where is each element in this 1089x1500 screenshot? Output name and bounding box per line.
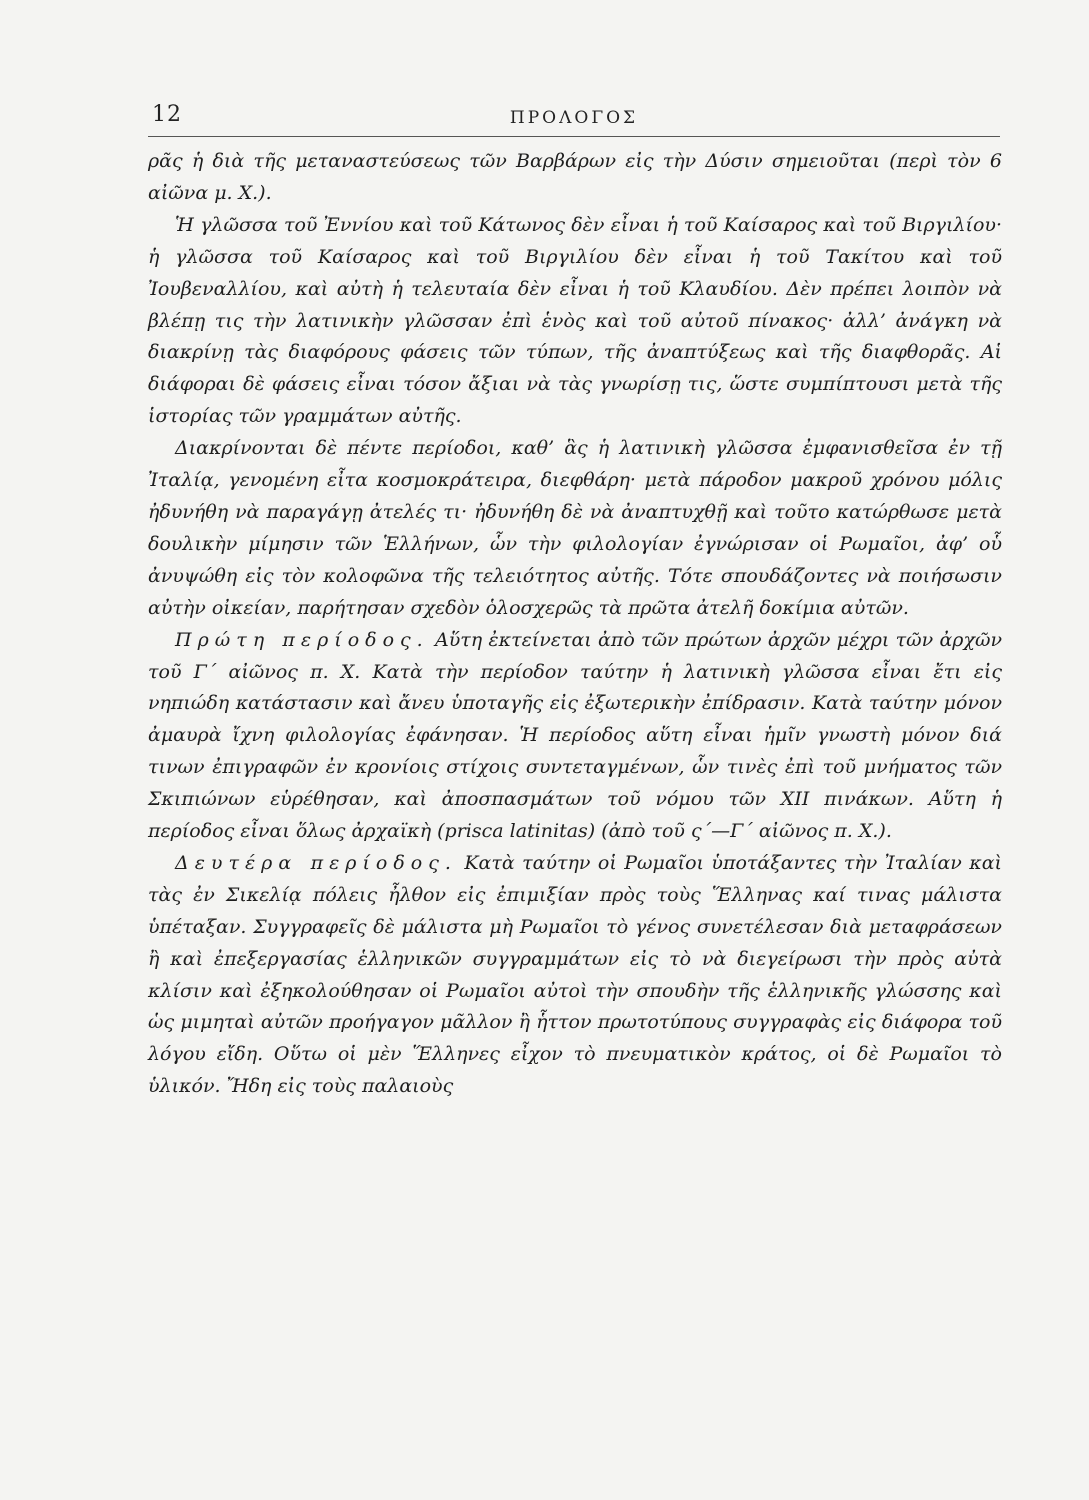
- paragraph-text: ρᾶς ἡ διὰ τῆς μεταναστεύσεως τῶν Βαρβάρων εἰς τὴν Δύσιν σημειοῦται (περὶ τὸν 6 αἰῶνα μ. Χ.).: [148, 150, 1002, 204]
- page-number: 12: [152, 102, 182, 127]
- paragraph-languages: [148, 210, 1002, 433]
- paragraph-periods: [148, 433, 1002, 624]
- paragraph-second-period: [148, 848, 1002, 1103]
- paragraph-first-period: [148, 625, 1002, 848]
- paragraph-continuation: [148, 146, 1002, 210]
- running-title: ΠΡΟΛΟΓΟΣ: [509, 108, 639, 128]
- page-header: [148, 100, 1000, 137]
- paragraph-text: Αὕτη ἐκτείνεται ἀπὸ τῶν πρώτων ἀρχῶν μέχρι τῶν ἀρχῶν τοῦ Γ΄ αἰῶνος π. Χ. Κατὰ τὴν περίοδον ταύτην ἡ λατινικὴ γλῶσσα εἶναι ἔτι εἰς νηπιώδη κατάστασιν καὶ ἄνευ ὑποταγῆς εἰς ἐξωτερικὴν ἐπίδρασιν. Κατὰ ταύτην μόνον ἀμαυρὰ ἴχνη φιλολογίας ἐφάνησαν. Ἡ περίοδος αὕτη εἶναι ἡμῖν γνωστὴ μόνον διά τινων ἐπιγραφῶν ἐν κρονίοις στίχοις συντεταγμένων, ὧν τινὲς ἐπὶ τοῦ μνήματος τῶν Σκιπιώνων εὑρέθησαν, καὶ ἀποσπασμάτων τοῦ νόμου τῶν XII πινάκων. Αὕτη ἡ περίοδος εἶναι ὅλως ἀρχαϊκὴ (prisca latinitas) (ἀπὸ τοῦ ς΄—Γ΄ αἰῶνος π. Χ.).: [148, 628, 1003, 843]
- section-heading: Δευτέρα περίοδος.: [175, 851, 457, 874]
- paragraph-text: Διακρίνονται δὲ πέντε περίοδοι, καθ’ ἃς ἡ λατινικὴ γλῶσσα ἐμφανισθεῖσα ἐν τῇ Ἰταλίᾳ, γενομένη εἶτα κοσμοκράτειρα, διεφθάρη· μετὰ πάροδον μακροῦ χρόνου μόλις ἠδυνήθη νὰ παραγάγῃ ἀτελές τι· ἠδυνήθη δὲ νὰ ἀναπτυχθῇ καὶ τοῦτο κατώρθωσε μετὰ δουλικὴν μίμησιν τῶν Ἑλλήνων, ὧν τὴν φιλολογίαν ἐγνώρισαν οἱ Ρωμαῖοι, ἀφ’ οὗ ἀνυψώθη εἰς τὸν κολοφῶνα τῆς τελειότητος αὐτῆς. Τότε σπουδάζοντες νὰ ποιήσωσιν αὐτὴν οἰκείαν, παρήτησαν σχεδὸν ὁλοσχερῶς τὰ πρῶτα ἀτελῆ δοκίμια αὐτῶν.: [148, 437, 1002, 619]
- paragraph-text: Ἡ γλῶσσα τοῦ Ἐννίου καὶ τοῦ Κάτωνος δὲν εἶναι ἡ τοῦ Καίσαρος καὶ τοῦ Βιργιλίου· ἡ γλῶσσα τοῦ Καίσαρος καὶ τοῦ Βιργιλίου δὲν εἶναι ἡ τοῦ Τακίτου καὶ τοῦ Ἰουβεναλλίου, καὶ αὐτὴ ἡ τελευταία δὲν εἶναι ἡ τοῦ Κλαυδίου. Δὲν πρέπει λοιπὸν νὰ βλέπῃ τις τὴν λατινικὴν γλῶσσαν ἐπὶ ἑνὸς καὶ τοῦ αὐτοῦ πίνακος· ἀλλ’ ἀνάγκη νὰ διακρίνῃ τὰς διαφόρους φάσεις τῶν τύπων, τῆς ἀναπτύξεως καὶ τῆς διαφθορᾶς. Αἱ διάφοραι δὲ φάσεις εἶναι τόσον ἄξιαι νὰ τὰς γνωρίσῃ τις, ὥστε συμπίπτουσι μετὰ τῆς ἱστορίας τῶν γραμμάτων αὐτῆς.: [148, 213, 1002, 428]
- section-heading: Πρώτη περίοδος.: [175, 628, 429, 651]
- body-text: [148, 146, 1002, 1103]
- paragraph-text: Κατὰ ταύτην οἱ Ρωμαῖοι ὑποτάξαντες τὴν Ἰταλίαν καὶ τὰς ἐν Σικελίᾳ πόλεις ἦλθον εἰς ἐπιμιξίαν πρὸς τοὺς Ἕλληνας καί τινας μάλιστα ὑπέταξαν. Συγγραφεῖς δὲ μάλιστα μὴ Ρωμαῖοι τὸ γένος συνετέλεσαν διὰ μεταφράσεων ἢ καὶ ἐπεξεργασίας ἑλληνικῶν συγγραμμάτων εἰς τὸ νὰ διεγείρωσι τὴν πρὸς αὐτὰ κλίσιν καὶ ἐξηκολούθησαν οἱ Ρωμαῖοι αὐτοὶ τὴν σπουδὴν τῆς ἑλληνικῆς γλώσσης καὶ ὡς μιμηταὶ αὐτῶν προήγαγον μᾶλλον ἢ ἧττον πρωτοτύπους συγγραφὰς εἰς διάφορα τοῦ λόγου εἴδη. Οὕτω οἱ μὲν Ἕλληνες εἶχον τὸ πνευματικὸν κράτος, οἱ δὲ Ρωμαῖοι τὸ ὑλικόν. Ἤδη εἰς τοὺς παλαιοὺς: [148, 851, 1003, 1098]
